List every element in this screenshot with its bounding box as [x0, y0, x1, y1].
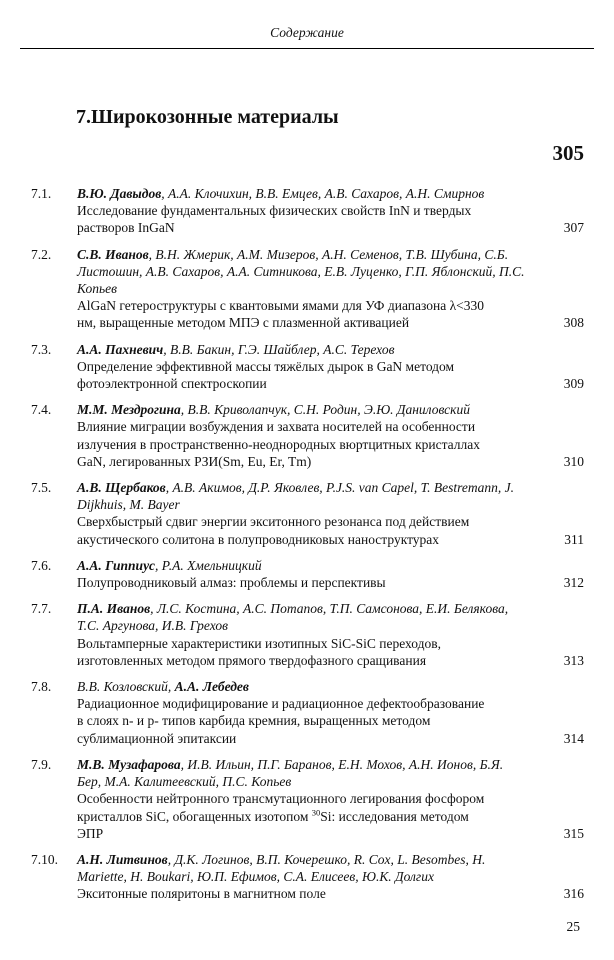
entry-title-line: AlGaN гетероструктуры с квантовыми ямами для УФ диапазона λ<330: [77, 298, 484, 314]
entry-page-number: 312: [563, 575, 584, 591]
entry-number: 7.9.: [31, 756, 52, 772]
entry-title-line: акустического солитона в полупроводниковых наноструктурах: [77, 531, 440, 547]
toc-entries: [0, 185, 614, 912]
lead-author: А.А. Гиппиус: [77, 557, 156, 573]
entry-title-line: Исследование фундаментальных физических свойств InN и твердых: [77, 203, 472, 219]
co-authors: , И.В. Ильин, П.Г. Баранов, Е.Н. Мохов, А.Н. Ионов, Б.Я. Бер, М.А. Калитеевский, П.С. Копьев: [77, 756, 504, 790]
entry-authors: [77, 186, 484, 201]
lead-author: В.Ю. Давыдов: [77, 186, 162, 201]
entry-body: [77, 600, 529, 669]
entry-title-line: Определение эффективной массы тяжёлых дырок в GaN методом: [77, 358, 455, 374]
entry-number: 7.4.: [31, 402, 52, 418]
entry-title-line: Полупроводниковый алмаз: проблемы и перспективы: [77, 575, 386, 591]
entry-title-line: нм, выращенные методом МПЭ с плазменной активацией: [77, 315, 410, 331]
entry-body: [77, 185, 529, 237]
entry-number: 7.2.: [31, 246, 52, 262]
entry-authors: [77, 402, 470, 417]
entry-body: [77, 678, 529, 747]
entry-title-line: Влияние миграции возбуждения и захвата носителей на особенности: [77, 419, 476, 435]
entry-title-line: фотоэлектронной спектроскопии: [77, 376, 267, 392]
entry-page-number: 316: [563, 886, 584, 902]
entry-number: 7.1.: [31, 186, 52, 201]
toc-entry: [0, 246, 614, 332]
entry-number: 7.6.: [31, 557, 52, 573]
entry-page-number: 308: [563, 315, 584, 331]
header-rule: [20, 48, 594, 49]
entry-title-line: в слоях n- и p- типов карбида кремния, выращенных методом: [77, 713, 431, 729]
lead-author: А.А. Пахневич: [77, 341, 164, 357]
co-authors: , В.В. Бакин, Г.Э. Шайблер, А.С. Терехов: [163, 341, 395, 357]
lead-author: А.Н. Литвинов: [77, 851, 168, 867]
co-authors: , Р.А. Хмельницкий: [155, 557, 262, 573]
entry-page-number: 307: [563, 220, 584, 236]
co-authors: , Л.С. Костина, А.С. Потапов, Т.П. Самсонова, Е.И. Белякова, Т.С. Аргунова, И.В. Грехов: [77, 601, 509, 634]
co-authors: , В.Н. Жмерик, А.М. Мизеров, А.Н. Семенов, Т.В. Шубина, С.Б. Листошин, А.В. Сахаров, А.А. Ситникова, Е.В. Луценко, Г.П. Яблонский, П.С. Копьев: [77, 246, 525, 297]
lead-author: М.М. Мездрогина: [77, 402, 181, 418]
entry-title-line: Вольтамперные характеристики изотипных SiC-SiC переходов,: [77, 635, 441, 651]
toc-entry: [0, 600, 614, 669]
entry-page-number: 311: [564, 531, 584, 547]
entry-body: [77, 851, 529, 903]
section-title: 7.Широкозонные материалы: [76, 106, 339, 128]
toc-entry: [0, 341, 614, 393]
entry-body: [77, 341, 529, 393]
entry-title-line: изготовленных методом прямого твердофазного сращивания: [77, 652, 427, 668]
lead-author: А.В. Щербаков: [77, 480, 166, 496]
isotope-mass: 30: [311, 807, 321, 817]
entry-title-line: Особенности нейтронного трансмутационного легирования фосфором: [77, 791, 485, 807]
entry-title-line: Сверхбыстрый сдвиг энергии экситонного резонанса под действием: [77, 514, 470, 530]
co-authors: , В.В. Криволапчук, С.Н. Родин, Э.Ю. Даниловский: [180, 402, 470, 418]
entry-authors: [77, 480, 514, 512]
entry-number: 7.8.: [31, 679, 52, 695]
entry-body: [77, 401, 529, 470]
entry-title-line: [77, 808, 529, 825]
lead-author: А.А. Лебедев: [174, 679, 249, 695]
entry-page-number: 310: [563, 453, 584, 469]
entry-number: 7.10.: [31, 851, 58, 867]
entry-title-line: GaN, легированных РЗИ(Sm, Eu, Er, Tm): [77, 453, 312, 469]
entry-authors: [77, 679, 249, 694]
entry-title-line: ЭПР: [77, 825, 104, 841]
lead-author: П.А. Иванов: [77, 601, 151, 617]
page-number: 25: [566, 919, 580, 934]
entry-title-line: сублимационной эпитаксии: [77, 730, 237, 746]
entry-title-line: излучения в пространственно-неоднородных вюртцитных кристаллах: [77, 436, 481, 452]
entry-page-number: 313: [563, 652, 584, 668]
entry-authors: [77, 757, 503, 789]
toc-entry: [0, 851, 614, 903]
entry-body: [77, 479, 529, 548]
lead-author: М.В. Музафарова: [77, 756, 181, 772]
co-authors: , А.А. Клочихин, В.В. Емцев, А.В. Сахаров, А.Н. Смирнов: [161, 186, 485, 201]
toc-entry: [0, 756, 614, 842]
entry-number: 7.3.: [31, 341, 52, 357]
entry-number: 7.5.: [31, 480, 52, 496]
entry-authors: [77, 342, 394, 357]
title-text: кристаллов SiC, обогащенных изотопом: [77, 808, 312, 824]
entry-page-number: 314: [563, 730, 584, 746]
entry-authors: [77, 558, 262, 573]
title-text: Si: исследования методом: [320, 808, 469, 824]
entry-title-line: Радиационное модифицирование и радиационное дефектообразование: [77, 696, 485, 712]
section-page-number: 305: [552, 141, 584, 165]
co-authors: , Д.К. Логинов, В.П. Кочерешко, R. Cox, L. Besombes, H. Mariette, H. Boukari, Ю.П. Ефимов, С.А. Елисеев, Ю.К. Долгих: [77, 851, 486, 885]
entry-page-number: 309: [563, 376, 584, 392]
entry-authors: [77, 247, 525, 296]
entry-body: [77, 756, 529, 842]
lead-author: С.В. Иванов: [77, 246, 149, 262]
toc-entry: [0, 401, 614, 470]
toc-entry: [0, 185, 614, 237]
entry-page-number: 315: [563, 825, 584, 841]
entry-authors: [77, 852, 485, 884]
entry-title-line: Экситонные поляритоны в магнитном поле: [77, 886, 326, 902]
co-authors: , А.В. Акимов, Д.Р. Яковлев, P.J.S. van Capel, T. Bestremann, J. Dijkhuis, M. Bayer: [77, 480, 515, 513]
toc-entry: [0, 678, 614, 747]
entry-body: [77, 557, 529, 591]
entry-authors: [77, 601, 508, 633]
running-head: Содержание: [270, 25, 344, 40]
entry-body: [77, 246, 529, 332]
co-authors: В.В. Козловский,: [77, 679, 175, 695]
toc-entry: [0, 479, 614, 548]
entry-title-line: растворов InGaN: [77, 220, 175, 236]
entry-number: 7.7.: [31, 601, 52, 617]
toc-entry: [0, 557, 614, 591]
